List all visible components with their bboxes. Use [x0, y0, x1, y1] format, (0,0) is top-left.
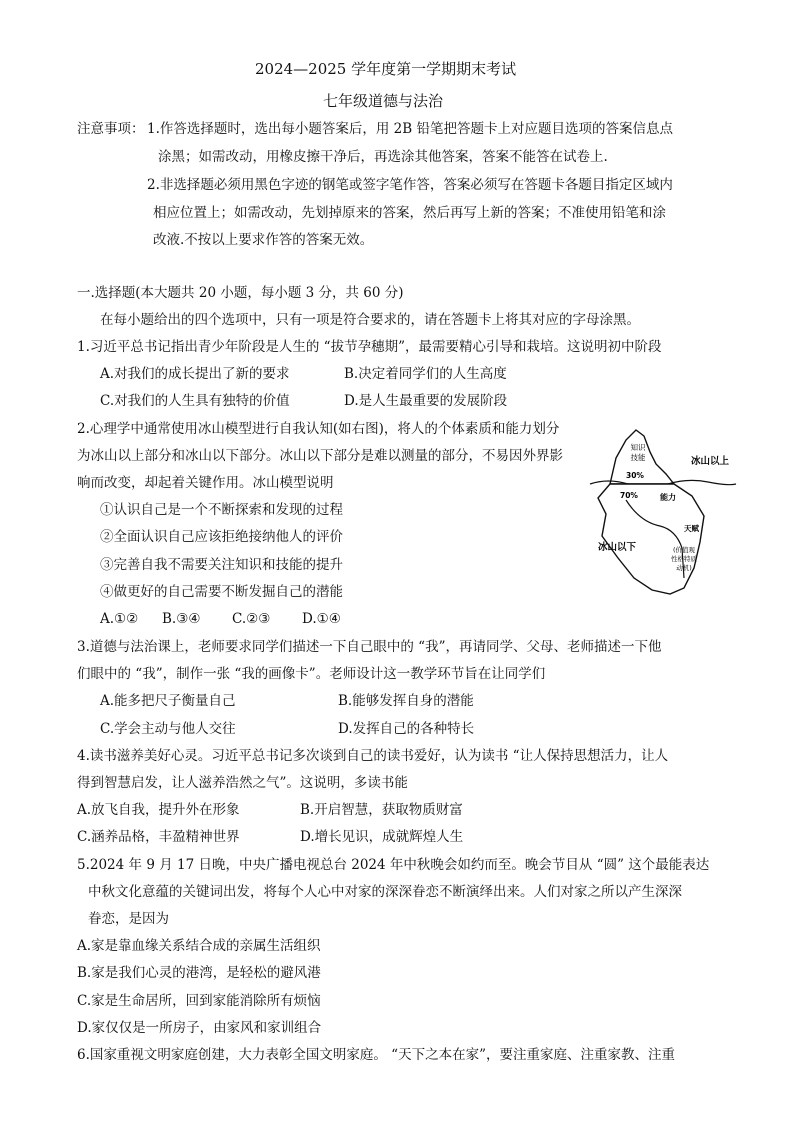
q3-option-b: B.能够发挥自身的潜能 [338, 693, 474, 709]
q3-option-c: C.学会主动与他人交往 [100, 721, 236, 737]
q2-option-b: B.③④ [162, 611, 201, 627]
q5-option-a: A.家是靠血缘关系结合成的亲属生活组织 [77, 938, 321, 954]
q5-stem-line-1: 5.2024 年 9 月 17 日晚，中央广播电视总台 2024 年中秋晚会如约而至。晚会节目从 “圆” 这个最能表达 [77, 857, 710, 873]
q2-option-a: A.①② [100, 611, 139, 627]
section-1-heading: 一.选择题(本大题共 20 小题，每小题 3 分，共 60 分) [77, 285, 404, 301]
q4-option-d: D.增长见识，成就辉煌人生 [300, 829, 464, 845]
q4-stem-line-2: 得到智慧启发，让人滋养浩然之气”。这说明，多读书能 [77, 775, 408, 791]
q5-option-d: D.家仅仅是一所房子，由家风和家训组合 [77, 1020, 322, 1036]
iceberg-tip-label-1: 知识 [630, 443, 646, 452]
iceberg-values-label-2: 性格特质 [671, 555, 697, 563]
section-1-instruction: 在每小题给出的四个选项中，只有一项是符合要求的，请在答题卡上将其对应的字母涂黑。 [100, 312, 640, 328]
q5-option-b: B.家是我们心灵的港湾，是轻松的避风港 [77, 965, 321, 981]
q2-option-c: C.②③ [232, 611, 271, 627]
note-2-line-2: 相应位置上；如需改动，先划掉原来的答案，然后再写上新的答案；不准使用铅笔和涂 [153, 205, 666, 221]
notes-label: 注意事项： [77, 121, 145, 137]
q4-stem-line-1: 4.读书滋养美好心灵。习近平总书记多次谈到自己的读书爱好，认为读书 “让人保持思想活力，让人 [77, 748, 669, 764]
q1-option-d: D.是人生最重要的发展阶段 [344, 393, 508, 409]
q2-option-d: D.①④ [302, 611, 341, 627]
iceberg-percent-above: 30% [626, 471, 644, 480]
q4-option-c: C.涵养品格，丰盈精神世界 [77, 829, 240, 845]
exam-title: 2024—2025 学年度第一学期期末考试 [255, 60, 517, 78]
note-1-line-2: 涂黑；如需改动，用橡皮擦干净后，再选涂其他答案，答案不能答在试卷上. [158, 149, 608, 165]
q2-stem-line-2: 为冰山以上部分和冰山以下部分。冰山以下部分是难以测量的部分，不易因外界影 [77, 448, 563, 464]
q3-stem-line-1: 3.道德与法治课上，老师要求同学们描述一下自己眼中的 “我”，再请同学、父母、老师描述一下他 [77, 639, 662, 655]
q2-statement-1: ①认识自己是一个不断探索和发现的过程 [100, 502, 343, 518]
q3-stem-line-2: 们眼中的 “我”，制作一张 “我的画像卡”。老师设计这一教学环节旨在让同学们 [77, 666, 546, 682]
iceberg-above-label: 冰山以上 [691, 456, 730, 467]
q5-option-c: C.家是生命居所，回到家能消除所有烦恼 [77, 993, 321, 1009]
iceberg-model-figure [588, 418, 738, 600]
iceberg-percent-below: 70% [620, 491, 638, 500]
iceberg-values-label-3: 动机) [676, 564, 692, 572]
exam-subtitle: 七年级道德与法治 [323, 92, 444, 110]
q1-option-c: C.对我们的人生具有独特的价值 [100, 393, 290, 409]
q6-stem-line-1: 6.国家重视文明家庭创建，大力表彰全国文明家庭。 “天下之本在家”，要注重家庭、注重家教、注重 [77, 1047, 675, 1063]
iceberg-underwater [598, 484, 704, 594]
q2-stem-line-3: 响而改变，却起着关键作用。冰山模型说明 [77, 475, 334, 491]
note-1-line-1: 1.作答选择题时，选出每小题答案后，用 2B 铅笔把答题卡上对应题目选项的答案信息点 [147, 121, 673, 137]
q5-stem-line-2: 中秋文化意蕴的关键词出发，将每个人心中对家的深深眷恋不断演绎出来。人们对家之所以产生深深 [88, 884, 682, 900]
q3-option-d: D.发挥自己的各种特长 [338, 721, 475, 737]
q4-option-b: B.开启智慧，获取物质财富 [300, 802, 463, 818]
note-2-line-1: 2.非选择题必须用黑色字迹的钢笔或签字笔作答，答案必须写在答题卡各题目指定区域内 [147, 177, 673, 193]
q1-option-b: B.决定着同学们的人生高度 [344, 366, 507, 382]
q1-stem: 1.习近平总书记指出青少年阶段是人生的 “拔节孕穗期”，最需要精心引导和栽培。这说明初中阶段 [77, 339, 662, 355]
q4-option-a: A.放飞自我，提升外在形象 [77, 802, 240, 818]
q2-statement-2: ②全面认识自己应该拒绝接纳他人的评价 [100, 529, 343, 545]
iceberg-ability-label: 能力 [660, 493, 676, 502]
q5-stem-line-3: 眷恋，是因为 [88, 911, 169, 927]
q3-option-a: A.能多把尺子衡量自己 [100, 693, 236, 709]
iceberg-talent-label: 天赋 [684, 524, 699, 533]
note-2-line-3: 改液.不按以上要求作答的答案无效。 [153, 232, 374, 248]
q2-statement-3: ③完善自我不需要关注知识和技能的提升 [100, 557, 343, 573]
iceberg-below-label: 冰山以下 [598, 542, 637, 553]
q2-statement-4: ④做更好的自己需要不断发掘自己的潜能 [100, 584, 343, 600]
q1-option-a: A.对我们的成长提出了新的要求 [100, 366, 290, 382]
iceberg-values-label-1: (价值观 [672, 546, 696, 554]
iceberg-tip-label-2: 技能 [630, 453, 646, 462]
q2-stem-line-1: 2.心理学中通常使用冰山模型进行自我认知(如右图)，将人的个体素质和能力划分 [77, 421, 560, 437]
